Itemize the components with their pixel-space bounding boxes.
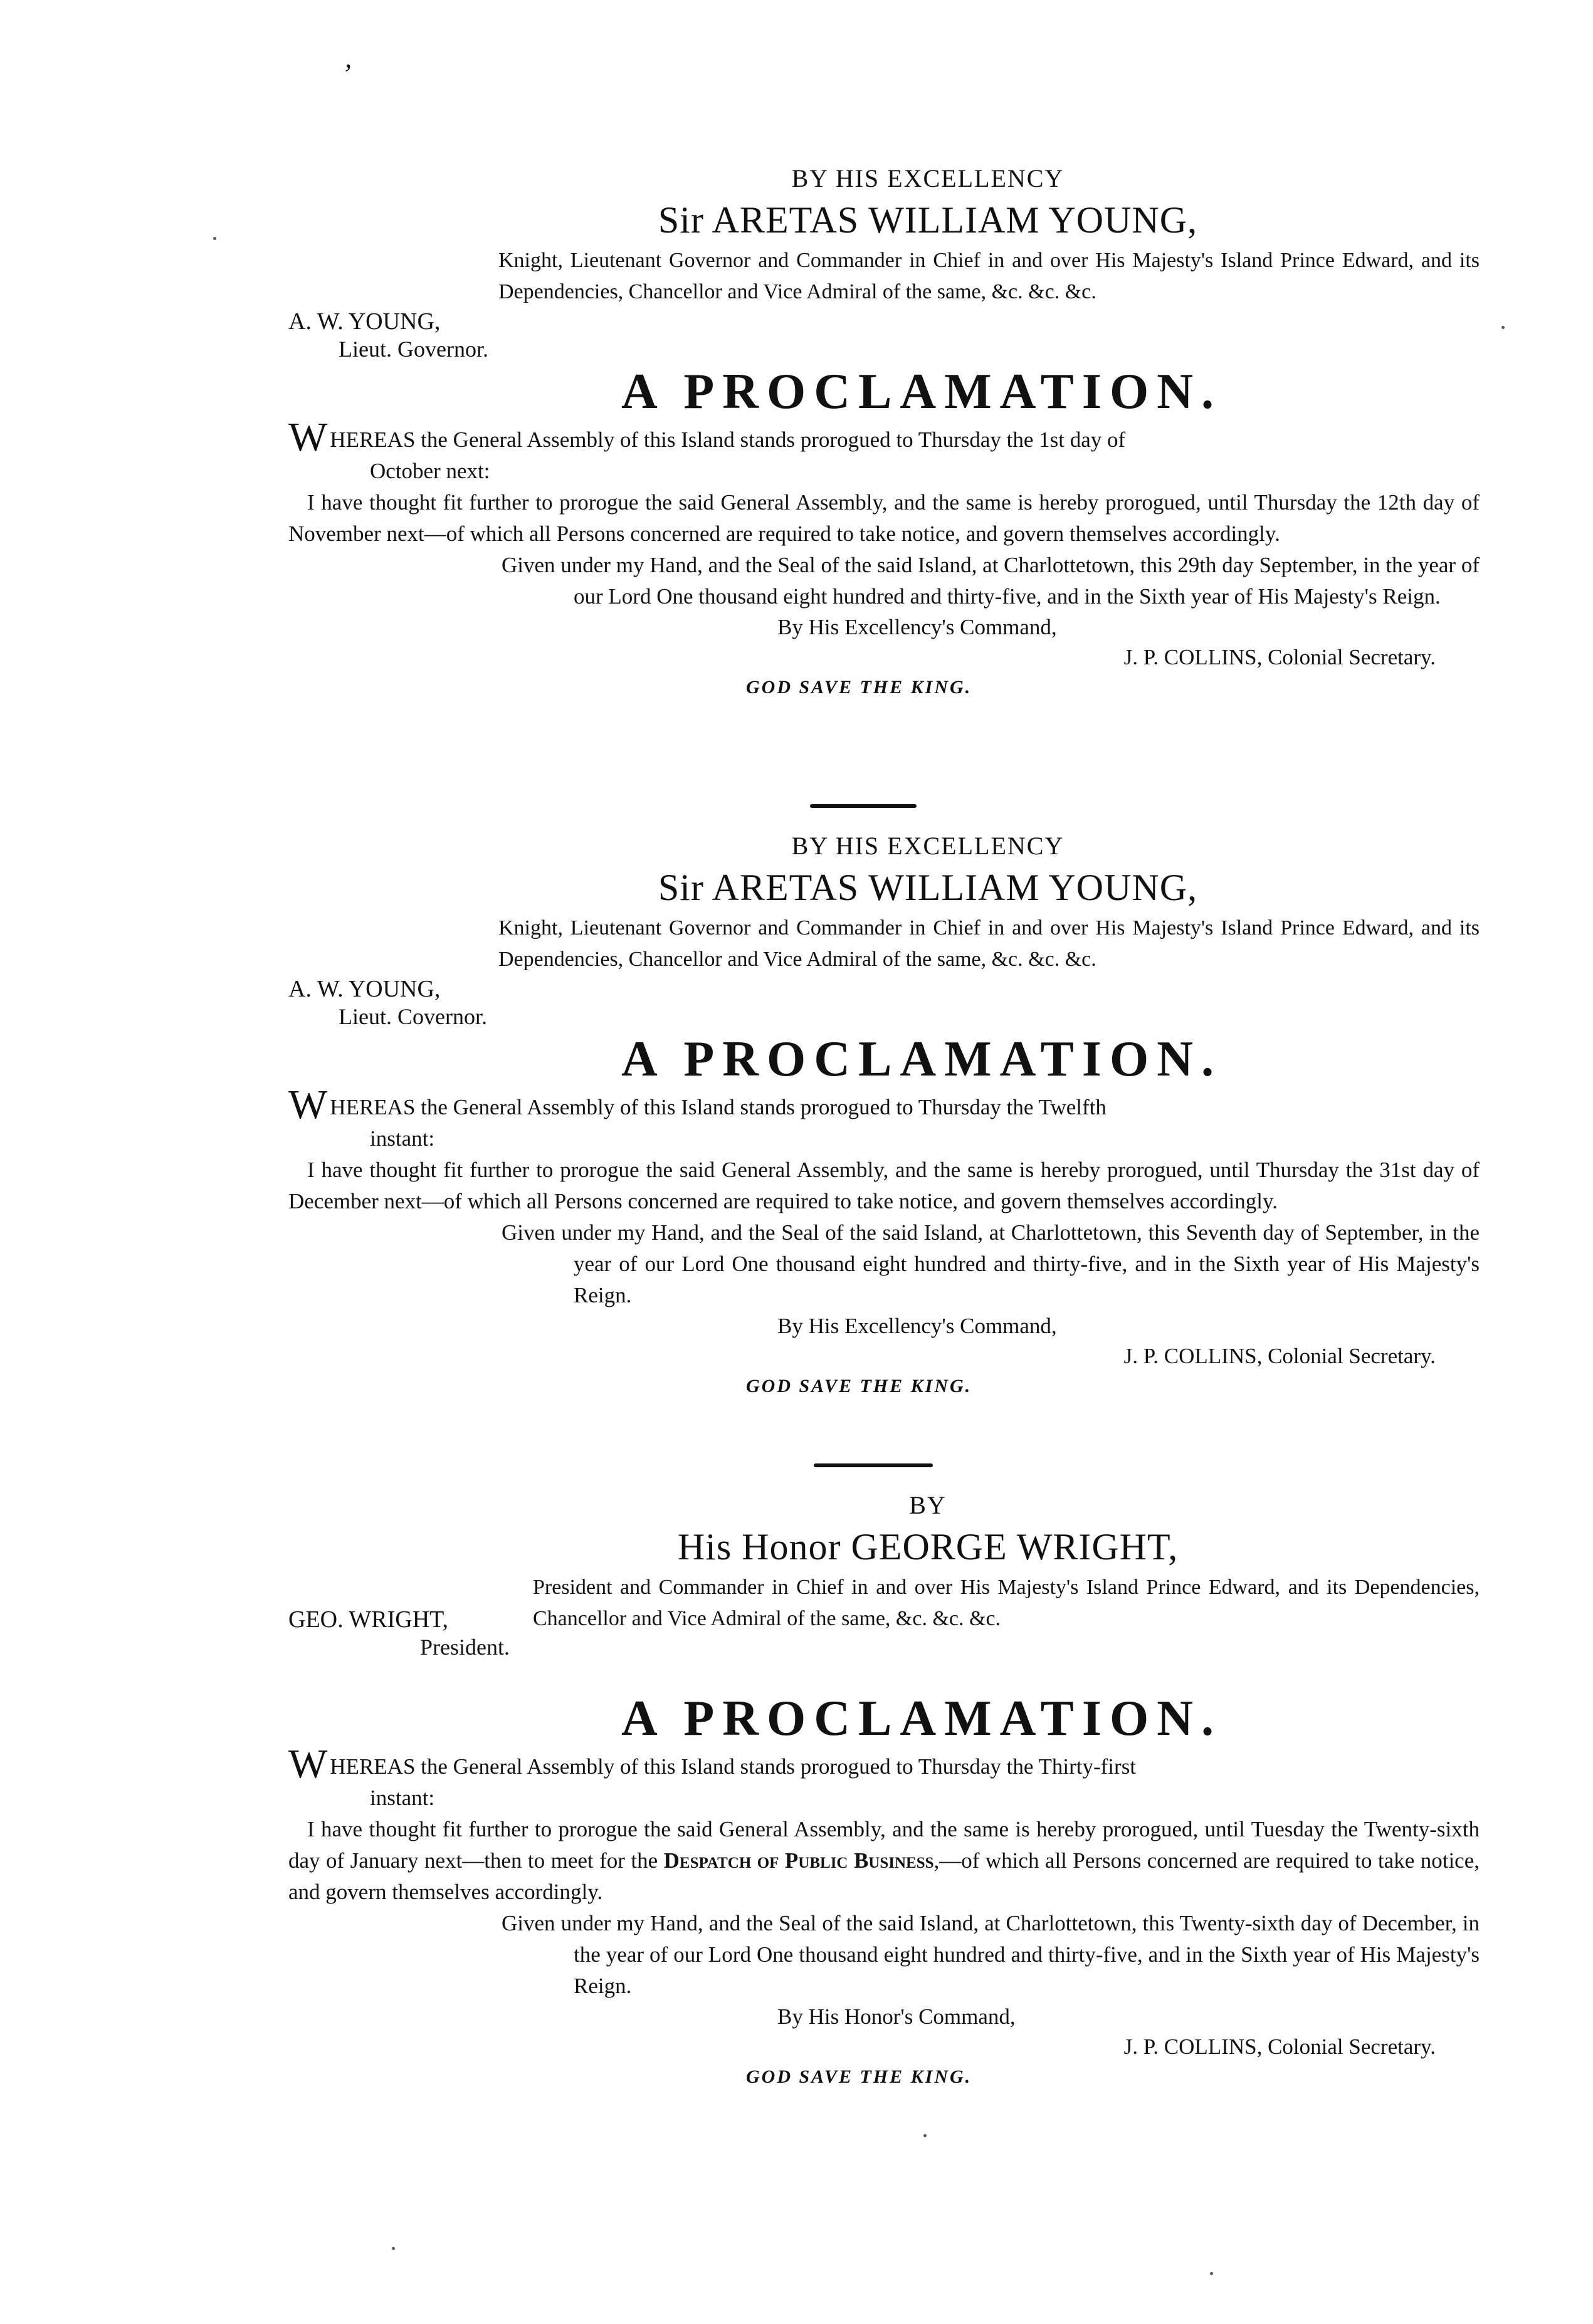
secretary-line: J. P. COLLINS, Colonial Secretary. [1123, 645, 1436, 669]
signature-name: A. W. YOUNG, [288, 976, 441, 1002]
signature-name: A. W. YOUNG, [288, 308, 441, 335]
whereas-clause [288, 1741, 1480, 1814]
separator-rule [814, 1463, 933, 1467]
proclamation-body: I have thought fit further to prorogue the said General Assembly, and the same is hereby prorogued, until Thursday the 31st day of December next—of which all Persons concerned are required to take notice, and govern themselves accordingly. [288, 1158, 1480, 1213]
command-line: By His Excellency's Command, [777, 1314, 1057, 1338]
signature-block [288, 1606, 510, 1661]
proclamation-headline: A PROCLAMATION. [621, 364, 1222, 419]
proclamation-by-line: BY [909, 1491, 947, 1519]
paper-speck [392, 2247, 395, 2250]
proclamation-issuer-name: Sir ARETAS WILLIAM YOUNG, [658, 199, 1198, 241]
paper-speck [1501, 326, 1505, 329]
proclamation-1 [288, 160, 1480, 703]
signature-rank: President. [420, 1635, 510, 1660]
whereas-clause [288, 414, 1480, 487]
proclamation-body [288, 1814, 1480, 1908]
paper-speck [1210, 2272, 1213, 2275]
page-mark: ’ [342, 58, 351, 89]
given-clause: Given under my Hand, and the Seal of the said Island, at Charlottetown, this Twenty-sixth day of December, in the year of our Lord One thousand eight hundred and thirty-five, and in the Sixth year of His Majesty's Reign. [502, 1911, 1480, 1998]
signature-block [288, 975, 487, 1030]
proclamation-2 [288, 827, 1480, 1401]
proclamation-issuer-name: His Honor GEORGE WRIGHT, [677, 1526, 1179, 1568]
drop-cap: W [288, 1741, 328, 1787]
title-block [288, 910, 1480, 1029]
god-save-the-king: GOD SAVE THE KING. [746, 677, 972, 698]
proclamation-by-line: BY HIS EXCELLENCY [791, 832, 1065, 860]
issuer-titles: Knight, Lieutenant Governor and Commander in Chief in and over His Majesty's Island Prince Edward, and its Dependencies, Chancellor and Vice Admiral of the same, &c. &c. &c. [498, 916, 1480, 971]
signature-rank: Lieut. Covernor. [339, 1004, 487, 1029]
whereas-continuation: instant: [370, 1786, 435, 1810]
command-line: By His Honor's Command, [777, 2004, 1016, 2029]
whereas-first-line: HEREAS the General Assembly of this Island stands prorogued to Thursday the Thirty-first [330, 1754, 1137, 1779]
proclamation-body: I have thought fit further to prorogue the said General Assembly, and the same is hereby prorogued, until Thursday the 12th day of November next—of which all Persons concerned are required to take notice, and govern themselves accordingly. [288, 490, 1480, 546]
proclamation-headline: A PROCLAMATION. [621, 1691, 1222, 1746]
title-block [288, 243, 1480, 362]
signature-rank: Lieut. Governor. [339, 337, 488, 362]
whereas-continuation: October next: [370, 459, 490, 483]
paper-speck [213, 237, 216, 240]
given-clause: Given under my Hand, and the Seal of the said Island, at Charlottetown, this 29th day September, in the year of our Lord One thousand eight hundred and thirty-five, and in the Sixth year of His Majesty's Reign. [502, 553, 1480, 609]
command-line: By His Excellency's Command, [777, 615, 1057, 639]
drop-cap: W [288, 414, 328, 460]
signature-block [288, 308, 488, 363]
paper-speck [923, 2134, 927, 2137]
drop-cap: W [288, 1082, 328, 1128]
whereas-first-line: HEREAS the General Assembly of this Island stands prorogued to Thursday the Twelfth [330, 1095, 1107, 1119]
body-text-start: I have thought fit further to prorogue the said General Assembly, and the same is hereby prorogued, until Tuesday the Twenty-sixth day of January next—then to meet for the [288, 1817, 1480, 1873]
secretary-line: J. P. COLLINS, Colonial Secretary. [1123, 2034, 1436, 2059]
separator-rule [810, 804, 917, 808]
whereas-first-line: HEREAS the General Assembly of this Island stands prorogued to Thursday the 1st day of [330, 427, 1126, 452]
issuer-titles: Knight, Lieutenant Governor and Commander in Chief in and over His Majesty's Island Prince Edward, and its Dependencies, Chancellor and Vice Admiral of the same, &c. &c. &c. [498, 249, 1480, 303]
proclamation-3 [288, 1487, 1480, 2092]
secretary-line: J. P. COLLINS, Colonial Secretary. [1123, 1344, 1436, 1368]
issuer-titles: President and Commander in Chief in and over His Majesty's Island Prince Edward, and its Dependencies, Chancellor and Vice Admiral of the same, &c. &c. &c. [533, 1576, 1480, 1630]
proclamation-by-line: BY HIS EXCELLENCY [791, 164, 1065, 192]
whereas-clause [288, 1082, 1480, 1154]
title-block [288, 1569, 1480, 1688]
god-save-the-king: GOD SAVE THE KING. [746, 1376, 972, 1396]
body-text-end: ,—of which all Persons concerned are required to take notice, and govern themselves accordingly. [288, 1848, 1480, 1904]
signature-name: GEO. WRIGHT, [288, 1606, 449, 1633]
whereas-continuation: instant: [370, 1126, 435, 1151]
body-emphasis: Despatch of Public Business [663, 1848, 934, 1873]
proclamation-issuer-name: Sir ARETAS WILLIAM YOUNG, [658, 867, 1198, 908]
given-clause: Given under my Hand, and the Seal of the said Island, at Charlottetown, this Seventh day of September, in the year of our Lord One thousand eight hundred and thirty-five, and in the Sixth year of His Majesty's Reign. [502, 1220, 1480, 1307]
god-save-the-king: GOD SAVE THE KING. [746, 2066, 972, 2087]
proclamation-headline: A PROCLAMATION. [621, 1032, 1222, 1087]
